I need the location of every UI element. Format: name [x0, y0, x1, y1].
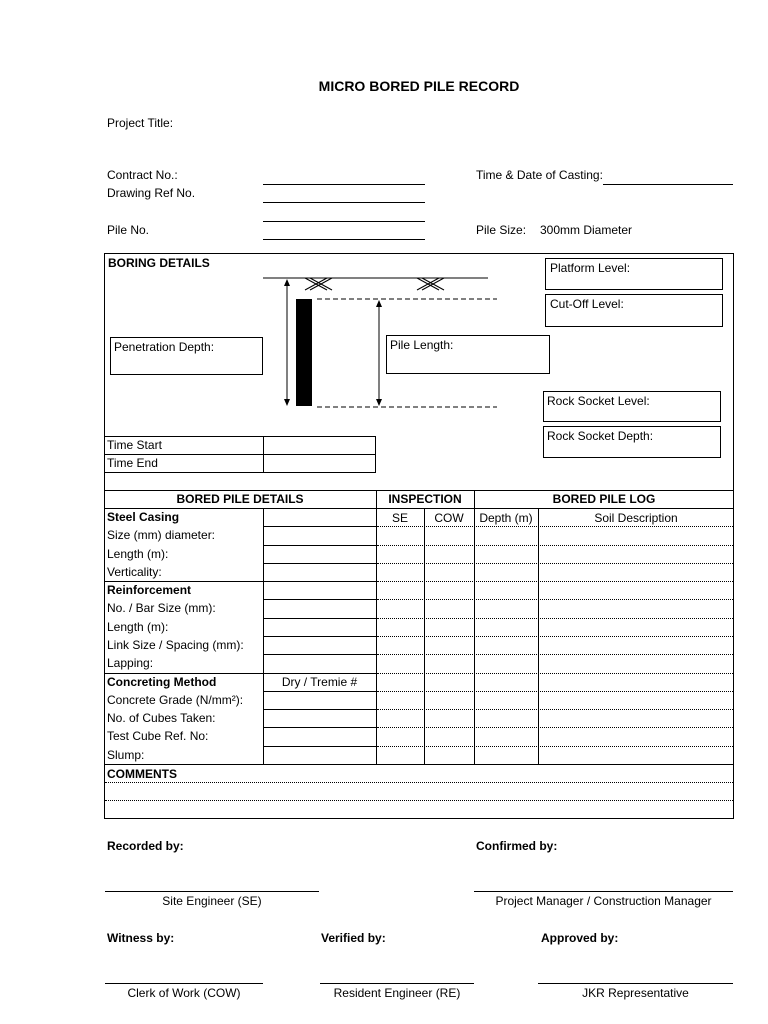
rock-socket-level-label: Rock Socket Level:	[547, 394, 650, 408]
verified-by-label: Verified by:	[321, 931, 386, 945]
col-details-header: BORED PILE DETAILS	[176, 492, 304, 506]
value-cell-line	[263, 709, 376, 710]
detail-row-value[interactable]	[264, 638, 375, 653]
comments-line-2[interactable]	[105, 800, 733, 801]
section-divider	[104, 673, 376, 674]
log-row-line[interactable]	[377, 709, 733, 710]
time-start-label: Time Start	[107, 438, 162, 452]
witness-by-label: Witness by:	[107, 931, 175, 945]
detail-row-value[interactable]	[264, 620, 375, 635]
log-row-line[interactable]	[377, 581, 733, 582]
cutoff-level-label: Cut-Off Level:	[550, 297, 624, 311]
approved-by-label: Approved by:	[541, 931, 619, 945]
detail-row-value[interactable]	[264, 528, 375, 543]
ground-marker-left	[305, 278, 332, 290]
detail-row-value[interactable]	[264, 583, 375, 598]
time-end-field[interactable]	[264, 455, 375, 472]
log-row-line[interactable]	[377, 599, 733, 600]
jkr-signature-line[interactable]	[538, 983, 733, 984]
project-manager-signature-line[interactable]	[474, 891, 733, 892]
rock-socket-level-box[interactable]	[543, 391, 721, 422]
site-engineer-caption: Site Engineer (SE)	[162, 894, 262, 908]
log-row-line[interactable]	[377, 636, 733, 637]
value-cell-line	[263, 545, 376, 546]
value-cell-line	[263, 691, 376, 692]
section-divider	[104, 581, 376, 582]
confirmed-by-label: Confirmed by:	[476, 839, 558, 853]
clerk-of-work-caption: Clerk of Work (COW)	[127, 986, 241, 1000]
value-cell-line	[263, 636, 376, 637]
comments-heading: COMMENTS	[107, 767, 177, 781]
value-cell-line	[263, 727, 376, 728]
value-cell-line	[263, 618, 376, 619]
project-manager-caption: Project Manager / Construction Manager	[495, 894, 712, 908]
col-line-2	[474, 490, 475, 764]
cutoff-level-box[interactable]	[545, 294, 723, 327]
detail-row-label: Length (m):	[107, 546, 169, 561]
log-row-line[interactable]	[377, 691, 733, 692]
detail-row-value[interactable]	[264, 729, 375, 744]
log-row-line[interactable]	[377, 563, 733, 564]
project-title-label: Project Title:	[107, 116, 174, 130]
penetration-depth-box[interactable]	[110, 337, 263, 375]
resident-engineer-signature-line[interactable]	[320, 983, 474, 984]
value-cell-line	[263, 654, 376, 655]
contract-no-label: Contract No.:	[107, 168, 178, 182]
log-row-line[interactable]	[377, 727, 733, 728]
detail-row-value[interactable]	[264, 693, 375, 708]
site-engineer-signature-line[interactable]	[105, 891, 319, 892]
penetration-depth-label: Penetration Depth:	[114, 340, 215, 354]
detail-row-label: Slump:	[107, 747, 145, 762]
log-row-line[interactable]	[377, 673, 733, 674]
detail-row-value[interactable]	[264, 656, 375, 671]
pile-size-label: Pile Size:	[476, 223, 527, 237]
detail-row-value[interactable]	[264, 547, 375, 562]
detail-row-value[interactable]	[264, 510, 375, 525]
detail-row-label: Reinforcement	[107, 583, 192, 598]
detail-row-label: Lapping:	[107, 656, 154, 671]
platform-level-box[interactable]	[545, 258, 723, 290]
jkr-caption: JKR Representative	[582, 986, 689, 1000]
comments-line-1[interactable]	[105, 782, 733, 783]
detail-row-value[interactable]	[264, 565, 375, 580]
drawing-ref-label: Drawing Ref No.	[107, 186, 196, 200]
detail-row-value[interactable]	[264, 711, 375, 726]
sub-se: SE	[391, 511, 408, 525]
table-header-line	[104, 508, 734, 509]
resident-engineer-caption: Resident Engineer (RE)	[333, 986, 461, 1000]
clerk-of-work-signature-line[interactable]	[105, 983, 263, 984]
col-inspection-header: INSPECTION	[388, 492, 462, 506]
page-title: MICRO BORED PILE RECORD	[318, 78, 520, 94]
table-top-line	[104, 490, 734, 491]
platform-level-label: Platform Level:	[550, 261, 631, 275]
col-line-1	[376, 490, 377, 764]
sub-depth: Depth (m)	[479, 511, 533, 525]
pile-no-label: Pile No.	[107, 223, 150, 237]
detail-row-label: Verticality:	[107, 564, 162, 579]
boring-details-heading: BORING DETAILS	[108, 256, 210, 270]
log-row-line[interactable]	[377, 545, 733, 546]
col-log-header: BORED PILE LOG	[552, 492, 656, 506]
detail-row-label: Size (mm) diameter:	[107, 528, 216, 543]
pile-no-field[interactable]	[263, 239, 425, 240]
pile-length-label: Pile Length:	[390, 338, 454, 352]
detail-row-label: Test Cube Ref. No:	[107, 729, 209, 744]
pile-length-box[interactable]	[386, 335, 550, 374]
value-cell-line	[263, 746, 376, 747]
time-date-casting-label: Time & Date of Casting:	[476, 168, 603, 182]
detail-row-label: Concreting Method	[107, 674, 217, 689]
recorded-by-label: Recorded by:	[107, 839, 184, 853]
detail-row-value[interactable]	[264, 601, 375, 616]
comments-top-line	[104, 764, 734, 765]
sub-cow: COW	[434, 511, 464, 525]
time-date-casting-field[interactable]	[603, 184, 733, 185]
log-row-line[interactable]	[377, 526, 733, 527]
value-cell-line	[263, 599, 376, 600]
pile-size-value: 300mm Diameter	[540, 223, 633, 237]
rock-socket-depth-box[interactable]	[543, 426, 721, 458]
value-cell-line	[263, 526, 376, 527]
detail-row-label: Length (m):	[107, 619, 169, 634]
detail-row-value[interactable]	[264, 748, 375, 763]
detail-row-label: Steel Casing	[107, 510, 180, 524]
detail-row-value[interactable]: Dry / Tremie #	[281, 674, 358, 689]
log-row-line[interactable]	[377, 654, 733, 655]
contract-no-field[interactable]	[263, 184, 425, 185]
detail-row-label: No. / Bar Size (mm):	[107, 601, 216, 616]
detail-row-label: Link Size / Spacing (mm):	[107, 637, 244, 652]
drawing-ref-field-2[interactable]	[263, 221, 425, 222]
rock-socket-depth-label: Rock Socket Depth:	[547, 429, 654, 443]
ground-marker-right	[417, 278, 444, 290]
value-cell-line	[263, 563, 376, 564]
drawing-ref-field[interactable]	[263, 202, 425, 203]
time-end-label: Time End	[107, 456, 158, 470]
log-row-line[interactable]	[377, 618, 733, 619]
sub-soil: Soil Description	[594, 511, 678, 525]
log-row-line[interactable]	[377, 746, 733, 747]
time-start-field[interactable]	[264, 437, 375, 453]
detail-row-label: No. of Cubes Taken:	[107, 711, 216, 726]
detail-row-label: Concrete Grade (N/mm²):	[107, 692, 244, 707]
